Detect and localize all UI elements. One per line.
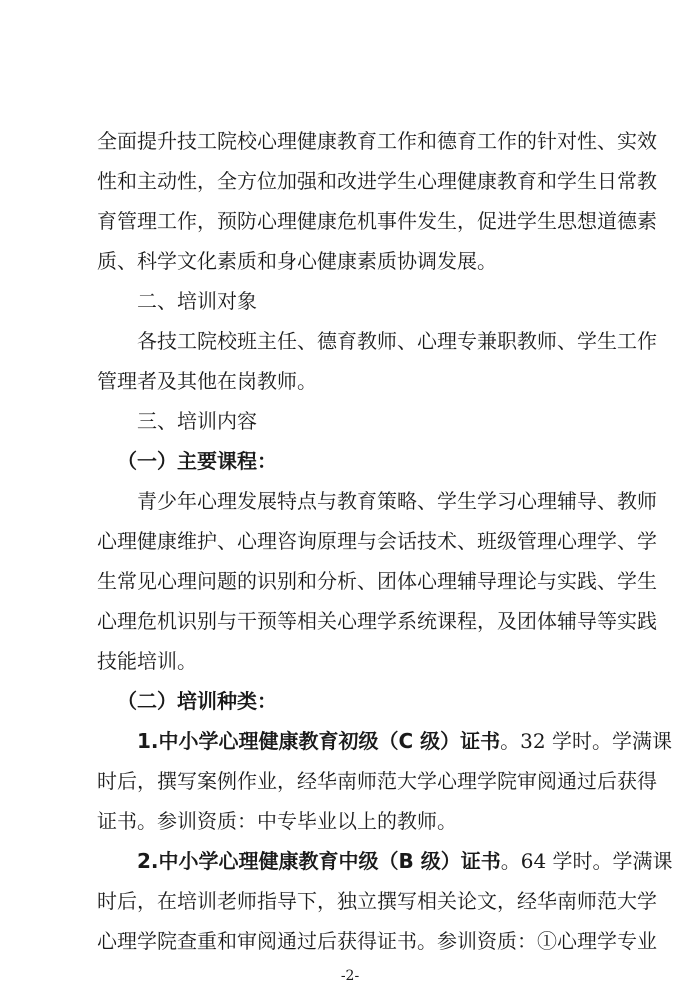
body-text-line: 质、科学文化素质和身心健康素质协调发展。 xyxy=(97,249,497,273)
section-heading: 二、培训对象 xyxy=(137,289,257,313)
body-text-line: 心理健康维护、心理咨询原理与会话技术、班级管理心理学、学 xyxy=(97,529,657,553)
subsection-heading: （二）培训种类： xyxy=(117,689,277,713)
body-text-line: 技能培训。 xyxy=(97,649,197,673)
body-text-line: 时后，在培训老师指导下，独立撰写相关论文，经华南师范大学 xyxy=(97,889,657,913)
training-item-title xyxy=(137,726,672,756)
body-text-line: 育管理工作，预防心理健康危机事件发生，促进学生思想道德素 xyxy=(97,209,657,233)
section-heading: 三、培训内容 xyxy=(137,409,257,433)
body-text-line: 管理者及其他在岗教师。 xyxy=(97,369,317,393)
body-text-line: 心理学院查重和审阅通过后获得证书。参训资质：①心理学专业 xyxy=(97,929,657,953)
subsection-heading: （一）主要课程： xyxy=(117,449,277,473)
body-text-line: 心理危机识别与干预等相关心理学系统课程，及团体辅导等实践 xyxy=(97,609,657,633)
body-text-line: 青少年心理发展特点与教育策略、学生学习心理辅导、教师 xyxy=(137,489,657,513)
body-text-line: 各技工院校班主任、德育教师、心理专兼职教师、学生工作 xyxy=(137,329,657,353)
item-title-rest: 。32 学时。学满课 xyxy=(500,729,672,753)
item-title-bold: 2.中小学心理健康教育中级（B 级）证书 xyxy=(137,849,501,873)
training-item-title xyxy=(137,846,673,876)
page-number: -2- xyxy=(340,968,360,984)
body-text-line: 生常见心理问题的识别和分析、团体心理辅导理论与实践、学生 xyxy=(97,569,657,593)
body-text-line: 性和主动性，全方位加强和改进学生心理健康教育和学生日常教 xyxy=(97,169,657,193)
body-text-line: 证书。参训资质：中专毕业以上的教师。 xyxy=(97,809,457,833)
body-text-line: 时后，撰写案例作业，经华南师范大学心理学院审阅通过后获得 xyxy=(97,769,657,793)
body-text-line: 全面提升技工院校心理健康教育工作和德育工作的针对性、实效 xyxy=(97,129,657,153)
item-title-rest: 。64 学时。学满课 xyxy=(500,849,673,873)
item-title-bold: 1.中小学心理健康教育初级（C 级）证书 xyxy=(137,729,501,753)
